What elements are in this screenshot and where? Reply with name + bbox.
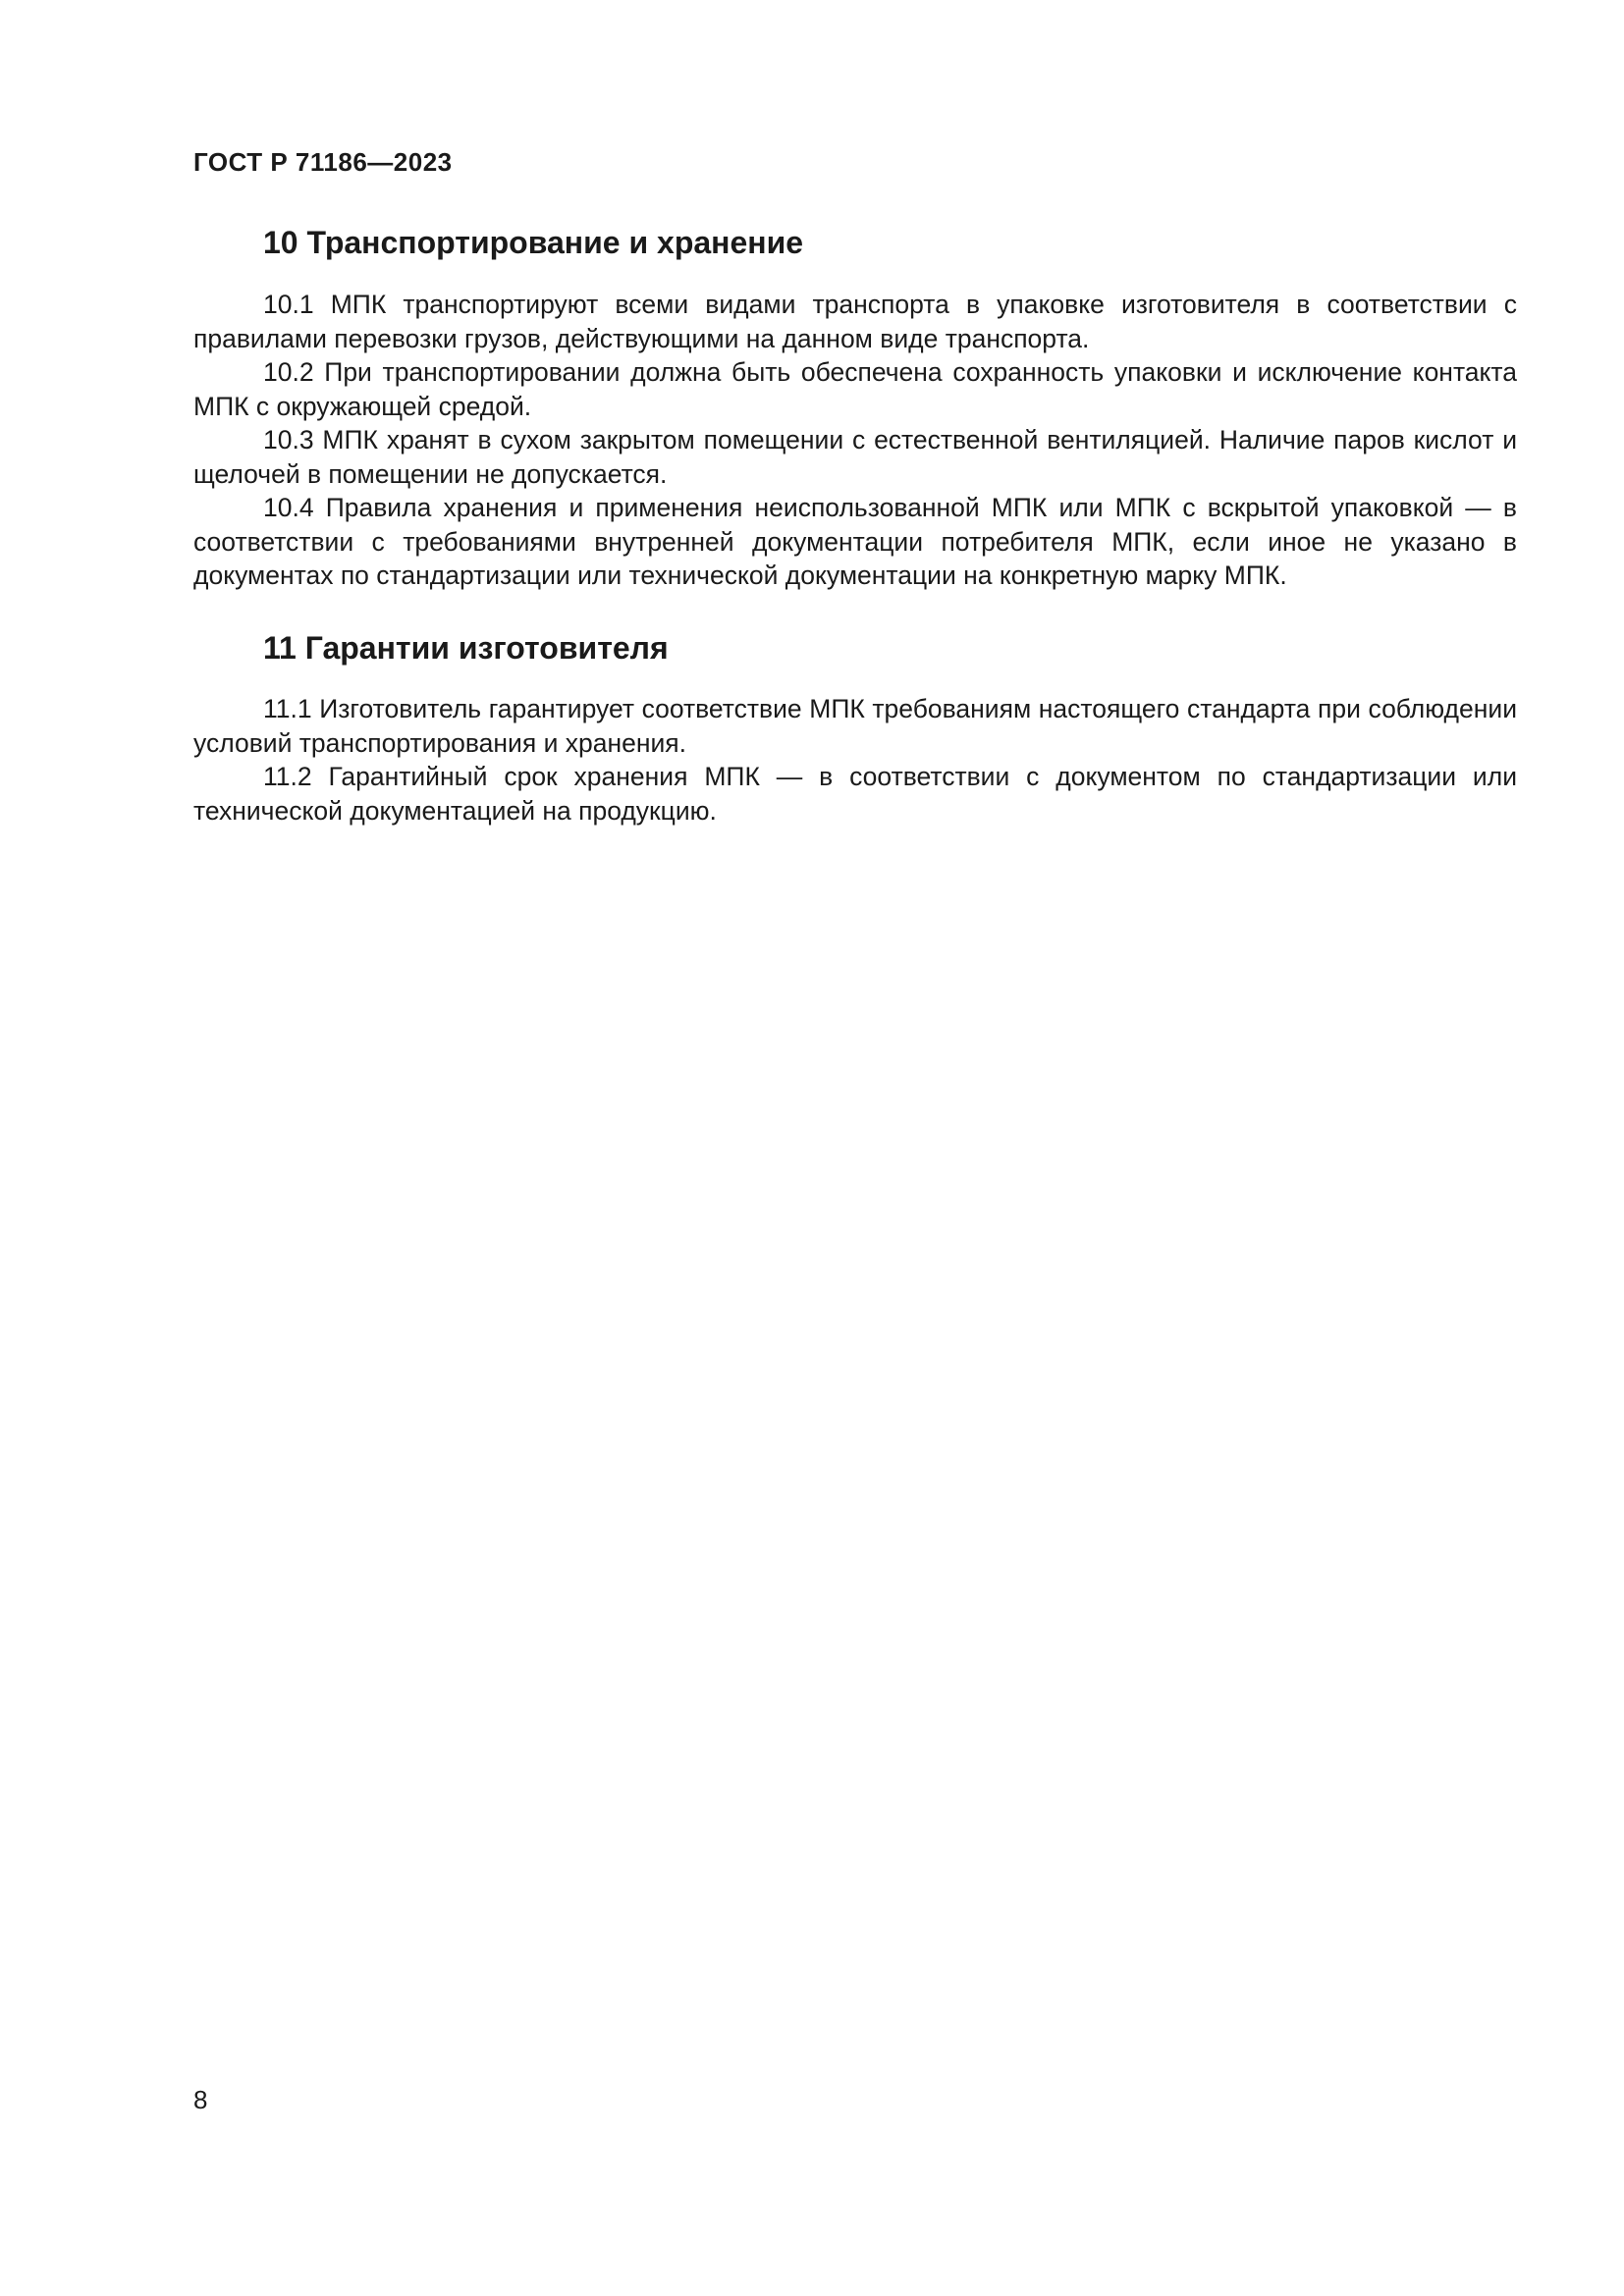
paragraph-11-2: 11.2 Гарантийный срок хранения МПК — в соответствии с документом по стандартизации или технической документацией на продукцию. xyxy=(193,762,1517,826)
section-body-warranty xyxy=(193,692,1517,828)
paragraph-10-2: 10.2 При транспортировании должна быть обеспечена сохранность упаковки и исключение контакта МПК с окружающей средой. xyxy=(193,357,1517,421)
section-body-transport xyxy=(193,288,1517,593)
paragraph-10-4: 10.4 Правила хранения и применения неиспользованной МПК или МПК с вскрытой упаковкой — в соответствии с требованиями внутренней документации потребителя МПК, если иное не указано в документах по стандартизации или технической документации на конкретную марку МПК. xyxy=(193,493,1517,590)
page-number: 8 xyxy=(193,2085,208,2114)
paragraph-11-1: 11.1 Изготовитель гарантирует соответствие МПК требованиям настоящего стандарта при соблюдении условий транспортирования и хранения. xyxy=(193,694,1517,758)
paragraph-10-3: 10.3 МПК хранят в сухом закрытом помещении с естественной вентиляцией. Наличие паров кислот и щелочей в помещении не допускается. xyxy=(193,425,1517,489)
document-header: ГОСТ Р 71186—2023 xyxy=(193,147,453,177)
paragraph-10-1: 10.1 МПК транспортируют всеми видами транспорта в упаковке изготовителя в соответствии с правилами перевозки грузов, действующими на данном виде транспорта. xyxy=(193,290,1517,353)
section-title-transport: 10 Транспортирование и хранение xyxy=(263,225,804,260)
section-title-warranty: 11 Гарантии изготовителя xyxy=(263,630,669,666)
